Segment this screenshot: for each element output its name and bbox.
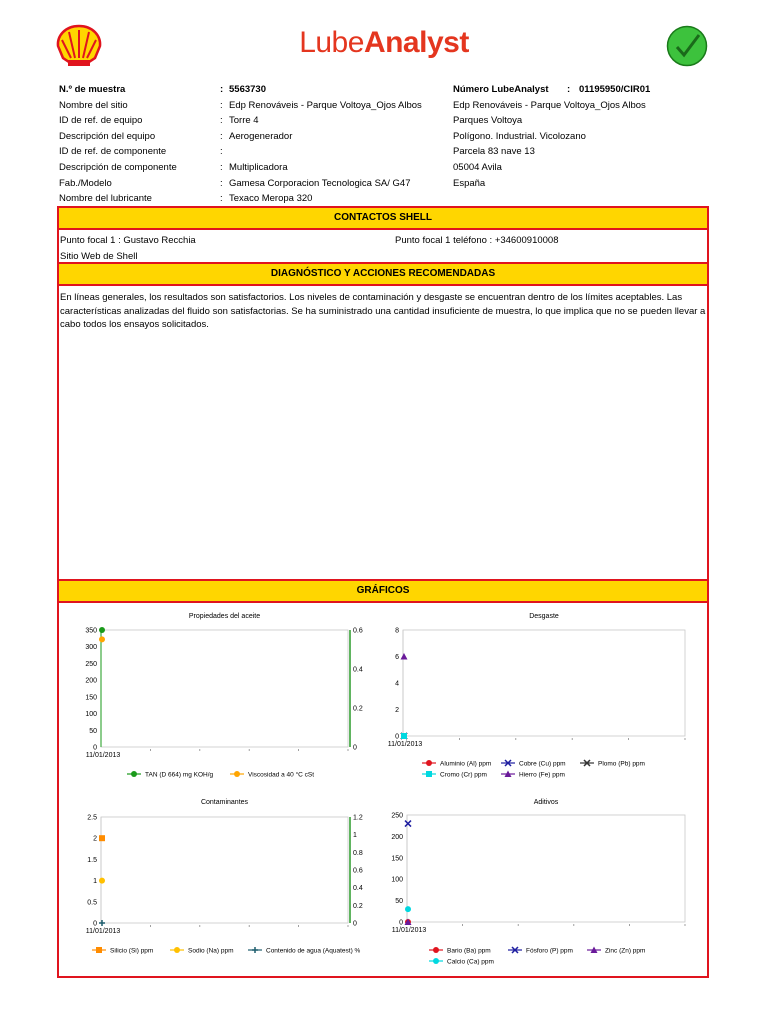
y2-tick-label: 0.4 (353, 666, 363, 674)
legend-label: Zinc (Zn) ppm (605, 947, 646, 955)
y-tick-label: 200 (85, 677, 97, 685)
chart-title: Contaminantes (200, 799, 249, 806)
x-tick-label: 11/01/2013 (387, 741, 423, 748)
shell-website-link[interactable]: Sitio Web de Shell (60, 251, 138, 262)
y2-tick-label: 0.4 (353, 885, 363, 893)
address-line: España (453, 177, 486, 189)
y-tick-label: 150 (391, 855, 403, 863)
plot-frame (403, 630, 685, 736)
info-label: Descripción del equipo (59, 130, 156, 142)
chart-title: Aditivos (533, 799, 559, 806)
focal-point-name: Punto focal 1 : Gustavo Recchia (60, 235, 196, 246)
y-tick-label: 8 (395, 627, 399, 635)
y-tick-label: 150 (85, 694, 97, 702)
chart-propiedades-del-aceite (85, 613, 363, 779)
x-tick-label: 11/01/2013 (85, 928, 121, 935)
y-tick-label: 6 (395, 654, 399, 661)
chart-aditivos (391, 799, 685, 966)
x-tick-label: 11/01/2013 (391, 927, 427, 934)
y-tick-label: 2.5 (87, 814, 97, 822)
info-label: Fab./Modelo (59, 177, 112, 189)
y2-tick-label: 0.6 (353, 627, 363, 635)
info-row: ID de ref. de equipo : Torre 4 (59, 113, 449, 129)
info-row: N.º de muestra : 5563730 (59, 82, 449, 98)
brand-title: LubeAnalyst (299, 26, 469, 59)
data-point (99, 835, 105, 841)
y2-tick-label: 1.2 (353, 814, 363, 822)
legend-marker (426, 760, 432, 766)
lubeanalyst-number-label: Número LubeAnalyst (453, 84, 549, 95)
data-point (99, 627, 105, 633)
plot-frame (101, 630, 348, 747)
chart-desgaste (388, 613, 685, 779)
legend-label: TAN (D 664) mg KOH/g (145, 771, 214, 779)
legend-label: Calcio (Ca) ppm (447, 958, 494, 966)
y2-tick-label: 0.2 (353, 705, 363, 713)
y-tick-label: 200 (391, 833, 403, 841)
y-tick-label: 4 (395, 680, 399, 688)
legend-marker (174, 947, 180, 953)
info-value: Aerogenerador (229, 130, 293, 142)
plot-frame (407, 815, 685, 922)
y-tick-label: 100 (85, 711, 97, 719)
y-tick-label: 1.5 (87, 856, 97, 864)
y-tick-label: 2 (93, 835, 97, 843)
diagnosis-section-header: DIAGNÓSTICO Y ACCIONES RECOMENDADAS (57, 262, 709, 286)
legend-label: Viscosidad a 40 °C cSt (248, 771, 315, 779)
lubeanalyst-number-value: 01195950/CIR01 (579, 84, 651, 95)
y2-tick-label: 0.2 (353, 902, 363, 910)
legend-label: Hierro (Fe) ppm (519, 771, 565, 779)
address-line: Parcela 83 nave 13 (453, 146, 535, 158)
info-value: Texaco Meropa 320 (229, 193, 313, 205)
data-point (405, 821, 411, 827)
info-value: 5563730 (229, 84, 266, 95)
y-tick-label: 250 (85, 660, 97, 668)
y2-tick-label: 0.8 (353, 849, 363, 857)
chart-contaminantes (86, 799, 363, 955)
data-point (99, 920, 105, 926)
plot-frame (101, 817, 348, 923)
address-line: Edp Renováveis - Parque Voltoya_Ojos Albos (453, 99, 646, 111)
y2-tick-label: 0.6 (353, 867, 363, 875)
info-label: Nombre del sitio (59, 99, 128, 111)
info-value: Torre 4 (229, 115, 259, 127)
legend-marker (96, 947, 102, 953)
legend-marker (433, 958, 439, 964)
y-tick-label: 2 (395, 707, 399, 714)
y-tick-label: 0 (399, 919, 403, 927)
charts-section-header: GRÁFICOS (57, 579, 709, 603)
y-tick-label: 0 (93, 920, 97, 928)
info-label: N.º de muestra (59, 84, 126, 95)
legend-label: Aluminio (Al) ppm (440, 760, 492, 768)
focal-point-phone: Punto focal 1 teléfono : +34600910008 (395, 235, 559, 246)
chart-title: Propiedades del aceite (188, 613, 261, 620)
info-row: Nombre del sitio : Edp Renováveis - Parque Voltoya_Ojos Albos (59, 98, 449, 114)
info-label: Nombre del lubricante (59, 193, 152, 205)
legend-marker (433, 947, 439, 953)
legend-label: Silicio (Si) ppm (110, 947, 154, 955)
legend-marker (234, 771, 240, 777)
info-label: ID de ref. de equipo (59, 115, 143, 127)
info-value: Gamesa Corporacion Tecnologica SA/ G47 (229, 177, 411, 189)
info-label: ID de ref. de componente (59, 146, 167, 158)
legend-label: Contenido de agua (Aquatest) % (266, 947, 361, 955)
info-row: Descripción de componente : Multiplicadora (59, 160, 449, 176)
y-tick-label: 0.5 (87, 899, 97, 907)
info-value: Multiplicadora (229, 161, 288, 173)
address-line: 05004 Avila (453, 161, 502, 173)
data-point (401, 733, 407, 739)
contacts-section-header: CONTACTOS SHELL (57, 206, 709, 230)
address-line: Parques Voltoya (453, 115, 523, 127)
legend-label: Plomo (Pb) ppm (598, 760, 645, 768)
y-tick-label: 0 (395, 733, 399, 741)
check-approved-icon (666, 25, 708, 67)
legend-marker (252, 947, 258, 953)
y2-tick-label: 0 (353, 744, 357, 752)
legend-marker (426, 771, 432, 777)
y-tick-label: 50 (395, 898, 403, 906)
data-point (99, 878, 105, 884)
info-row: Nombre del lubricante : Texaco Meropa 320 (59, 191, 449, 207)
y-tick-label: 250 (391, 812, 403, 820)
info-row: Descripción del equipo : Aerogenerador (59, 129, 449, 145)
legend-label: Fósforo (P) ppm (526, 947, 573, 955)
info-row: Fab./Modelo : Gamesa Corporacion Tecnologica SA/ G47 (59, 176, 449, 192)
charts-area (57, 602, 709, 976)
y-tick-label: 100 (391, 876, 403, 884)
diagnosis-text: En líneas generales, los resultados son satisfactorios. Los niveles de contaminación y desgaste se encuentran dentro de los límites aceptables. Las características analizadas del fluido son satisfactorias. Se ha suministrado una cantidad insuficiente de muestra, lo que implica que no se pueden llevar a cabo todos los ensayos solicitados. (60, 292, 706, 330)
y-tick-label: 1 (93, 878, 97, 886)
legend-label: Bario (Ba) ppm (447, 947, 491, 955)
sample-info-right: Número LubeAnalyst : 01195950/CIR01 Edp Renováveis - Parque Voltoya_Ojos Albos Parques Voltoya Polígono. Industrial. Vicolozano Parcela 83 nave 13 05004 Avila España (453, 82, 713, 191)
legend-marker (131, 771, 137, 777)
data-point (99, 636, 105, 642)
data-point (401, 653, 408, 660)
y-tick-label: 0 (93, 744, 97, 752)
info-label: Descripción de componente (59, 161, 177, 173)
legend-label: Cromo (Cr) ppm (440, 771, 487, 779)
sample-info-left (59, 82, 449, 207)
legend-label: Sodio (Na) ppm (188, 947, 234, 955)
y-tick-label: 50 (89, 727, 97, 735)
chart-title: Desgaste (529, 613, 559, 620)
data-point (405, 906, 411, 912)
address-line: Polígono. Industrial. Vicolozano (453, 130, 586, 142)
y-tick-label: 300 (85, 644, 97, 652)
info-row: ID de ref. de componente : (59, 146, 223, 158)
y-tick-label: 350 (85, 627, 97, 635)
legend-label: Cobre (Cu) ppm (519, 760, 566, 768)
info-value: Edp Renováveis - Parque Voltoya_Ojos Albos (229, 99, 422, 111)
x-tick-label: 11/01/2013 (85, 752, 121, 759)
y2-tick-label: 1 (353, 832, 357, 840)
y2-tick-label: 0 (353, 920, 357, 928)
